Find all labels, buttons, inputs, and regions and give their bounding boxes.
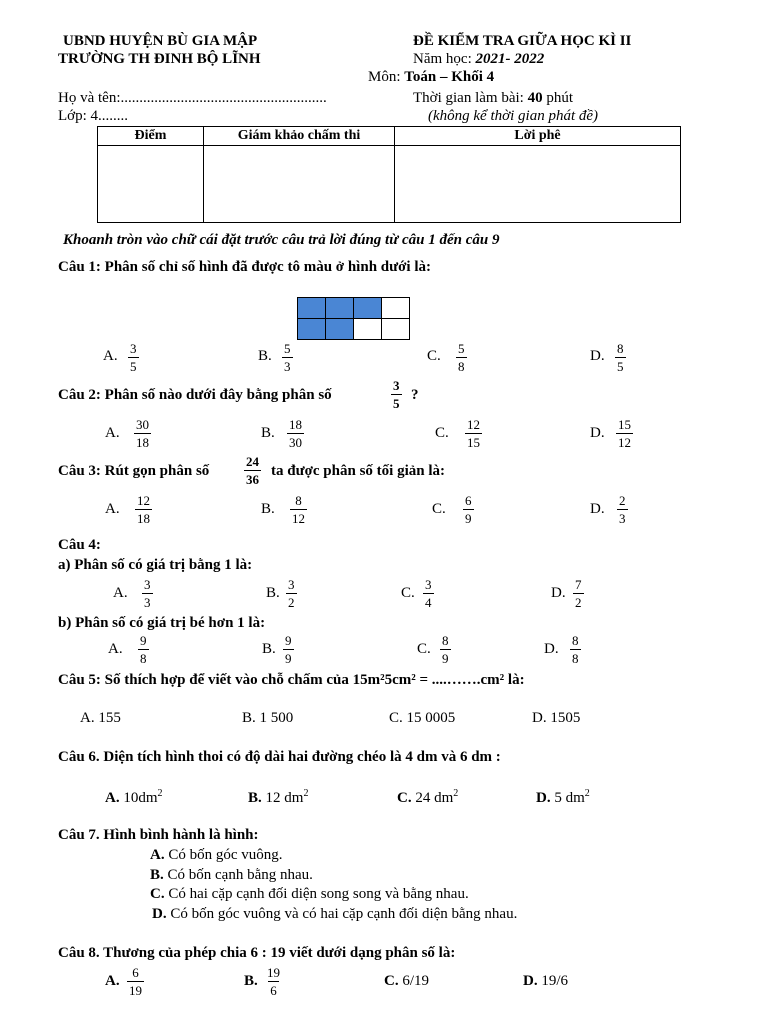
numerator: 12: [137, 493, 150, 508]
numerator: 3: [130, 341, 137, 356]
option-label: C.: [150, 886, 165, 902]
option-value: 19/6: [541, 973, 569, 989]
numerator: 12: [467, 417, 480, 432]
q4a-option-a-label[interactable]: A.: [113, 585, 128, 601]
q4b-option-a-label[interactable]: A.: [108, 641, 123, 657]
q8-option-a-label[interactable]: A.: [105, 973, 120, 989]
q3-option-b-fraction[interactable]: [290, 494, 307, 525]
q6-option-a[interactable]: [105, 788, 163, 807]
grid-cell: [326, 298, 354, 319]
option-label: C.: [397, 790, 412, 806]
question-5: Câu 5: Số thích hợp để viết vào chỗ chấm của 15m²5cm² = ....…….cm² là:: [58, 672, 525, 688]
denominator: 18: [136, 435, 149, 450]
grid-cell: [326, 319, 354, 340]
q1-option-b-fraction[interactable]: [282, 342, 293, 373]
school-year-label: Năm học:: [413, 51, 472, 67]
numerator: 9: [285, 633, 292, 648]
question-2: Câu 2: Phân số nào dưới đây bằng phân số: [58, 387, 332, 403]
option-value: 24 dm: [415, 790, 454, 806]
question-7: Câu 7. Hình bình hành là hình:: [58, 827, 259, 843]
school-year-value: 2021- 2022: [475, 51, 545, 67]
numerator: 15: [618, 417, 631, 432]
question-4: Câu 4:: [58, 537, 101, 553]
q4a-option-c-label[interactable]: C.: [401, 585, 415, 601]
grade-table: [97, 126, 681, 223]
denominator: 19: [129, 983, 142, 998]
q2-option-c-label[interactable]: C.: [435, 425, 449, 441]
q8-option-c[interactable]: [384, 973, 429, 990]
grid-cell: [298, 298, 326, 319]
question-8: Câu 8. Thương của phép chia 6 : 19 viết dưới dạng phân số là:: [58, 945, 456, 961]
option-value: Có bốn góc vuông và có hai cặp cạnh đối diện bằng nhau.: [170, 906, 518, 922]
denominator: 9: [465, 511, 472, 526]
q1-option-c-fraction[interactable]: [456, 342, 467, 373]
numerator: 8: [572, 633, 579, 648]
numerator: 3: [144, 577, 151, 592]
school-name: TRƯỜNG TH ĐINH BỘ LĨNH: [58, 51, 261, 67]
denominator: 30: [289, 435, 302, 450]
instruction: Khoanh tròn vào chữ cái đặt trước câu trả lời đúng từ câu 1 đến câu 9: [63, 232, 500, 248]
grid-cell: [354, 319, 382, 340]
numerator: 5: [458, 341, 465, 356]
district-name: UBND HUYỆN BÙ GIA MẬP: [63, 33, 258, 49]
denominator: 5: [130, 359, 137, 374]
subject: [368, 69, 494, 86]
q2-option-d-label[interactable]: D.: [590, 425, 605, 441]
score-cell: [98, 146, 204, 223]
numerator: 6: [465, 493, 472, 508]
q4b-option-c-label[interactable]: C.: [417, 641, 431, 657]
numerator: 19: [267, 965, 280, 980]
q8-option-a-fraction[interactable]: [127, 966, 144, 997]
q4a-option-b-fraction[interactable]: [286, 578, 297, 609]
numerator: 3: [393, 378, 400, 393]
shaded-grid-figure: [297, 297, 410, 340]
q1-option-d-label[interactable]: D.: [590, 348, 605, 364]
q1-option-a-label[interactable]: A.: [103, 348, 118, 364]
option-superscript: 2: [453, 788, 459, 799]
numerator: 3: [288, 577, 295, 592]
question-4a: a) Phân số có giá trị bằng 1 là:: [58, 557, 253, 573]
denominator: 2: [575, 595, 582, 610]
grade-table-header-comment: Lời phê: [395, 127, 681, 146]
q7-option-d[interactable]: [152, 906, 517, 923]
q2-option-a-label[interactable]: A.: [105, 425, 120, 441]
q8-option-b-label[interactable]: B.: [244, 973, 258, 989]
option-label: D.: [523, 973, 538, 989]
q3-tail: ta được phân số tối giản là:: [271, 463, 446, 479]
grade-level: – Khối 4: [440, 69, 495, 85]
q4b-option-a-fraction[interactable]: [138, 634, 149, 665]
option-value: 12 dm: [265, 790, 304, 806]
q3-option-d-label[interactable]: D.: [590, 501, 605, 517]
q3-option-a-fraction[interactable]: [135, 494, 152, 525]
student-name-line: Họ và tên:.......................................................: [58, 90, 327, 106]
option-value: Có hai cặp cạnh đối diện song song và bằng nhau.: [168, 886, 469, 902]
option-label: B.: [150, 867, 164, 883]
numerator: 5: [284, 341, 291, 356]
numerator: 2: [619, 493, 626, 508]
time-value: 40: [527, 90, 543, 106]
numerator: 8: [295, 493, 302, 508]
q6-option-b[interactable]: [248, 788, 308, 807]
option-value: Có bốn cạnh bằng nhau.: [167, 867, 313, 883]
q6-option-d[interactable]: [536, 788, 590, 807]
q4a-option-a-fraction[interactable]: [142, 578, 153, 609]
q7-option-a[interactable]: [150, 847, 283, 864]
denominator: 4: [425, 595, 432, 610]
option-value: Có bốn góc vuông.: [168, 847, 283, 863]
q3-fraction: [244, 455, 261, 486]
denominator: 5: [617, 359, 624, 374]
q3-option-c-fraction[interactable]: [463, 494, 474, 525]
question-3: Câu 3: Rút gọn phân số: [58, 463, 210, 479]
q2-option-a-fraction[interactable]: [134, 418, 151, 449]
q2-question-mark: ?: [411, 387, 419, 403]
q5-option-d[interactable]: D. 1505: [532, 710, 581, 726]
denominator: 5: [393, 396, 400, 411]
denominator: 3: [619, 511, 626, 526]
exam-title: ĐỀ KIỂM TRA GIỮA HỌC KÌ II: [413, 33, 632, 49]
option-value: 6/19: [402, 973, 430, 989]
q2-fraction: [391, 379, 402, 410]
grid-cell: [298, 319, 326, 340]
q8-option-d[interactable]: [523, 973, 568, 990]
option-label: C.: [384, 973, 399, 989]
q3-option-d-fraction[interactable]: [617, 494, 628, 525]
grade-table-header-score: Điểm: [98, 127, 204, 146]
q4b-option-b-fraction[interactable]: [283, 634, 294, 665]
numerator: 3: [425, 577, 432, 592]
denominator: 8: [140, 651, 147, 666]
option-label: A.: [105, 790, 120, 806]
q2-option-d-fraction[interactable]: [616, 418, 633, 449]
q1-option-a-fraction[interactable]: [128, 342, 139, 373]
q4a-option-d-label[interactable]: D.: [551, 585, 566, 601]
option-value: 10dm: [123, 790, 158, 806]
q4b-option-d-label[interactable]: D.: [544, 641, 559, 657]
numerator: 6: [132, 965, 139, 980]
question-1: Câu 1: Phân số chỉ số hình đã được tô màu ở hình dưới là:: [58, 259, 432, 275]
numerator: 18: [289, 417, 302, 432]
option-superscript: 2: [303, 788, 309, 799]
denominator: 18: [137, 511, 150, 526]
numerator: 9: [140, 633, 147, 648]
q4b-option-d-fraction[interactable]: [570, 634, 581, 665]
denominator: 8: [572, 651, 579, 666]
q1-option-b-label[interactable]: B.: [258, 348, 272, 364]
class-line: Lớp: 4........: [58, 108, 129, 124]
q4b-option-c-fraction[interactable]: [440, 634, 451, 665]
option-label: D.: [152, 906, 167, 922]
q1-option-d-fraction[interactable]: [615, 342, 626, 373]
denominator: 12: [292, 511, 305, 526]
examiner-cell: [204, 146, 395, 223]
subject-label: Môn:: [368, 69, 401, 85]
q5-option-a[interactable]: A. 155: [80, 710, 121, 726]
q4a-option-b-label[interactable]: B.: [266, 585, 280, 601]
school-year: [413, 51, 544, 68]
denominator: 12: [618, 435, 631, 450]
q6-option-c[interactable]: [397, 788, 458, 807]
grid-cell: [382, 319, 410, 340]
numerator: 8: [442, 633, 449, 648]
denominator: 9: [285, 651, 292, 666]
q3-option-b-label[interactable]: B.: [261, 501, 275, 517]
numerator: 7: [575, 577, 582, 592]
question-6: Câu 6. Diện tích hình thoi có độ dài hai đường chéo là 4 dm và 6 dm :: [58, 749, 501, 765]
denominator: 8: [458, 359, 465, 374]
comment-cell: [395, 146, 681, 223]
grid-cell: [354, 298, 382, 319]
denominator: 9: [442, 651, 449, 666]
q3-option-a-label[interactable]: A.: [105, 501, 120, 517]
option-label: A.: [150, 847, 165, 863]
denominator: 2: [288, 595, 295, 610]
q2-option-b-label[interactable]: B.: [261, 425, 275, 441]
grid-cell: [382, 298, 410, 319]
q2-option-b-fraction[interactable]: [287, 418, 304, 449]
subject-value: Toán: [404, 69, 437, 85]
option-value: 5 dm: [554, 790, 585, 806]
time-unit: phút: [546, 90, 573, 106]
q7-option-c[interactable]: [150, 886, 469, 903]
numerator: 24: [246, 454, 259, 469]
q2-option-c-fraction[interactable]: [465, 418, 482, 449]
numerator: 8: [617, 341, 624, 356]
time-label: Thời gian làm bài:: [413, 90, 524, 106]
numerator: 30: [136, 417, 149, 432]
q4a-option-d-fraction[interactable]: [573, 578, 584, 609]
q4b-option-b-label[interactable]: B.: [262, 641, 276, 657]
q3-option-c-label[interactable]: C.: [432, 501, 446, 517]
q7-option-b[interactable]: [150, 867, 313, 884]
question-4b: b) Phân số có giá trị bé hơn 1 là:: [58, 615, 266, 631]
time-note: (không kể thời gian phát đề): [428, 108, 599, 124]
grade-table-header-examiner: Giám khảo chấm thi: [204, 127, 395, 146]
option-superscript: 2: [584, 788, 590, 799]
q1-option-c-label[interactable]: C.: [427, 348, 441, 364]
denominator: 6: [270, 983, 277, 998]
option-label: B.: [248, 790, 262, 806]
denominator: 3: [144, 595, 151, 610]
denominator: 3: [284, 359, 291, 374]
q5-option-b[interactable]: B. 1 500: [242, 710, 294, 726]
q4a-option-c-fraction[interactable]: [423, 578, 434, 609]
option-superscript: 2: [157, 788, 163, 799]
denominator: 36: [246, 472, 259, 487]
time-limit: [413, 90, 573, 107]
option-label: D.: [536, 790, 551, 806]
denominator: 15: [467, 435, 480, 450]
q8-option-b-fraction[interactable]: [265, 966, 282, 997]
q5-option-c[interactable]: C. 15 0005: [389, 710, 456, 726]
